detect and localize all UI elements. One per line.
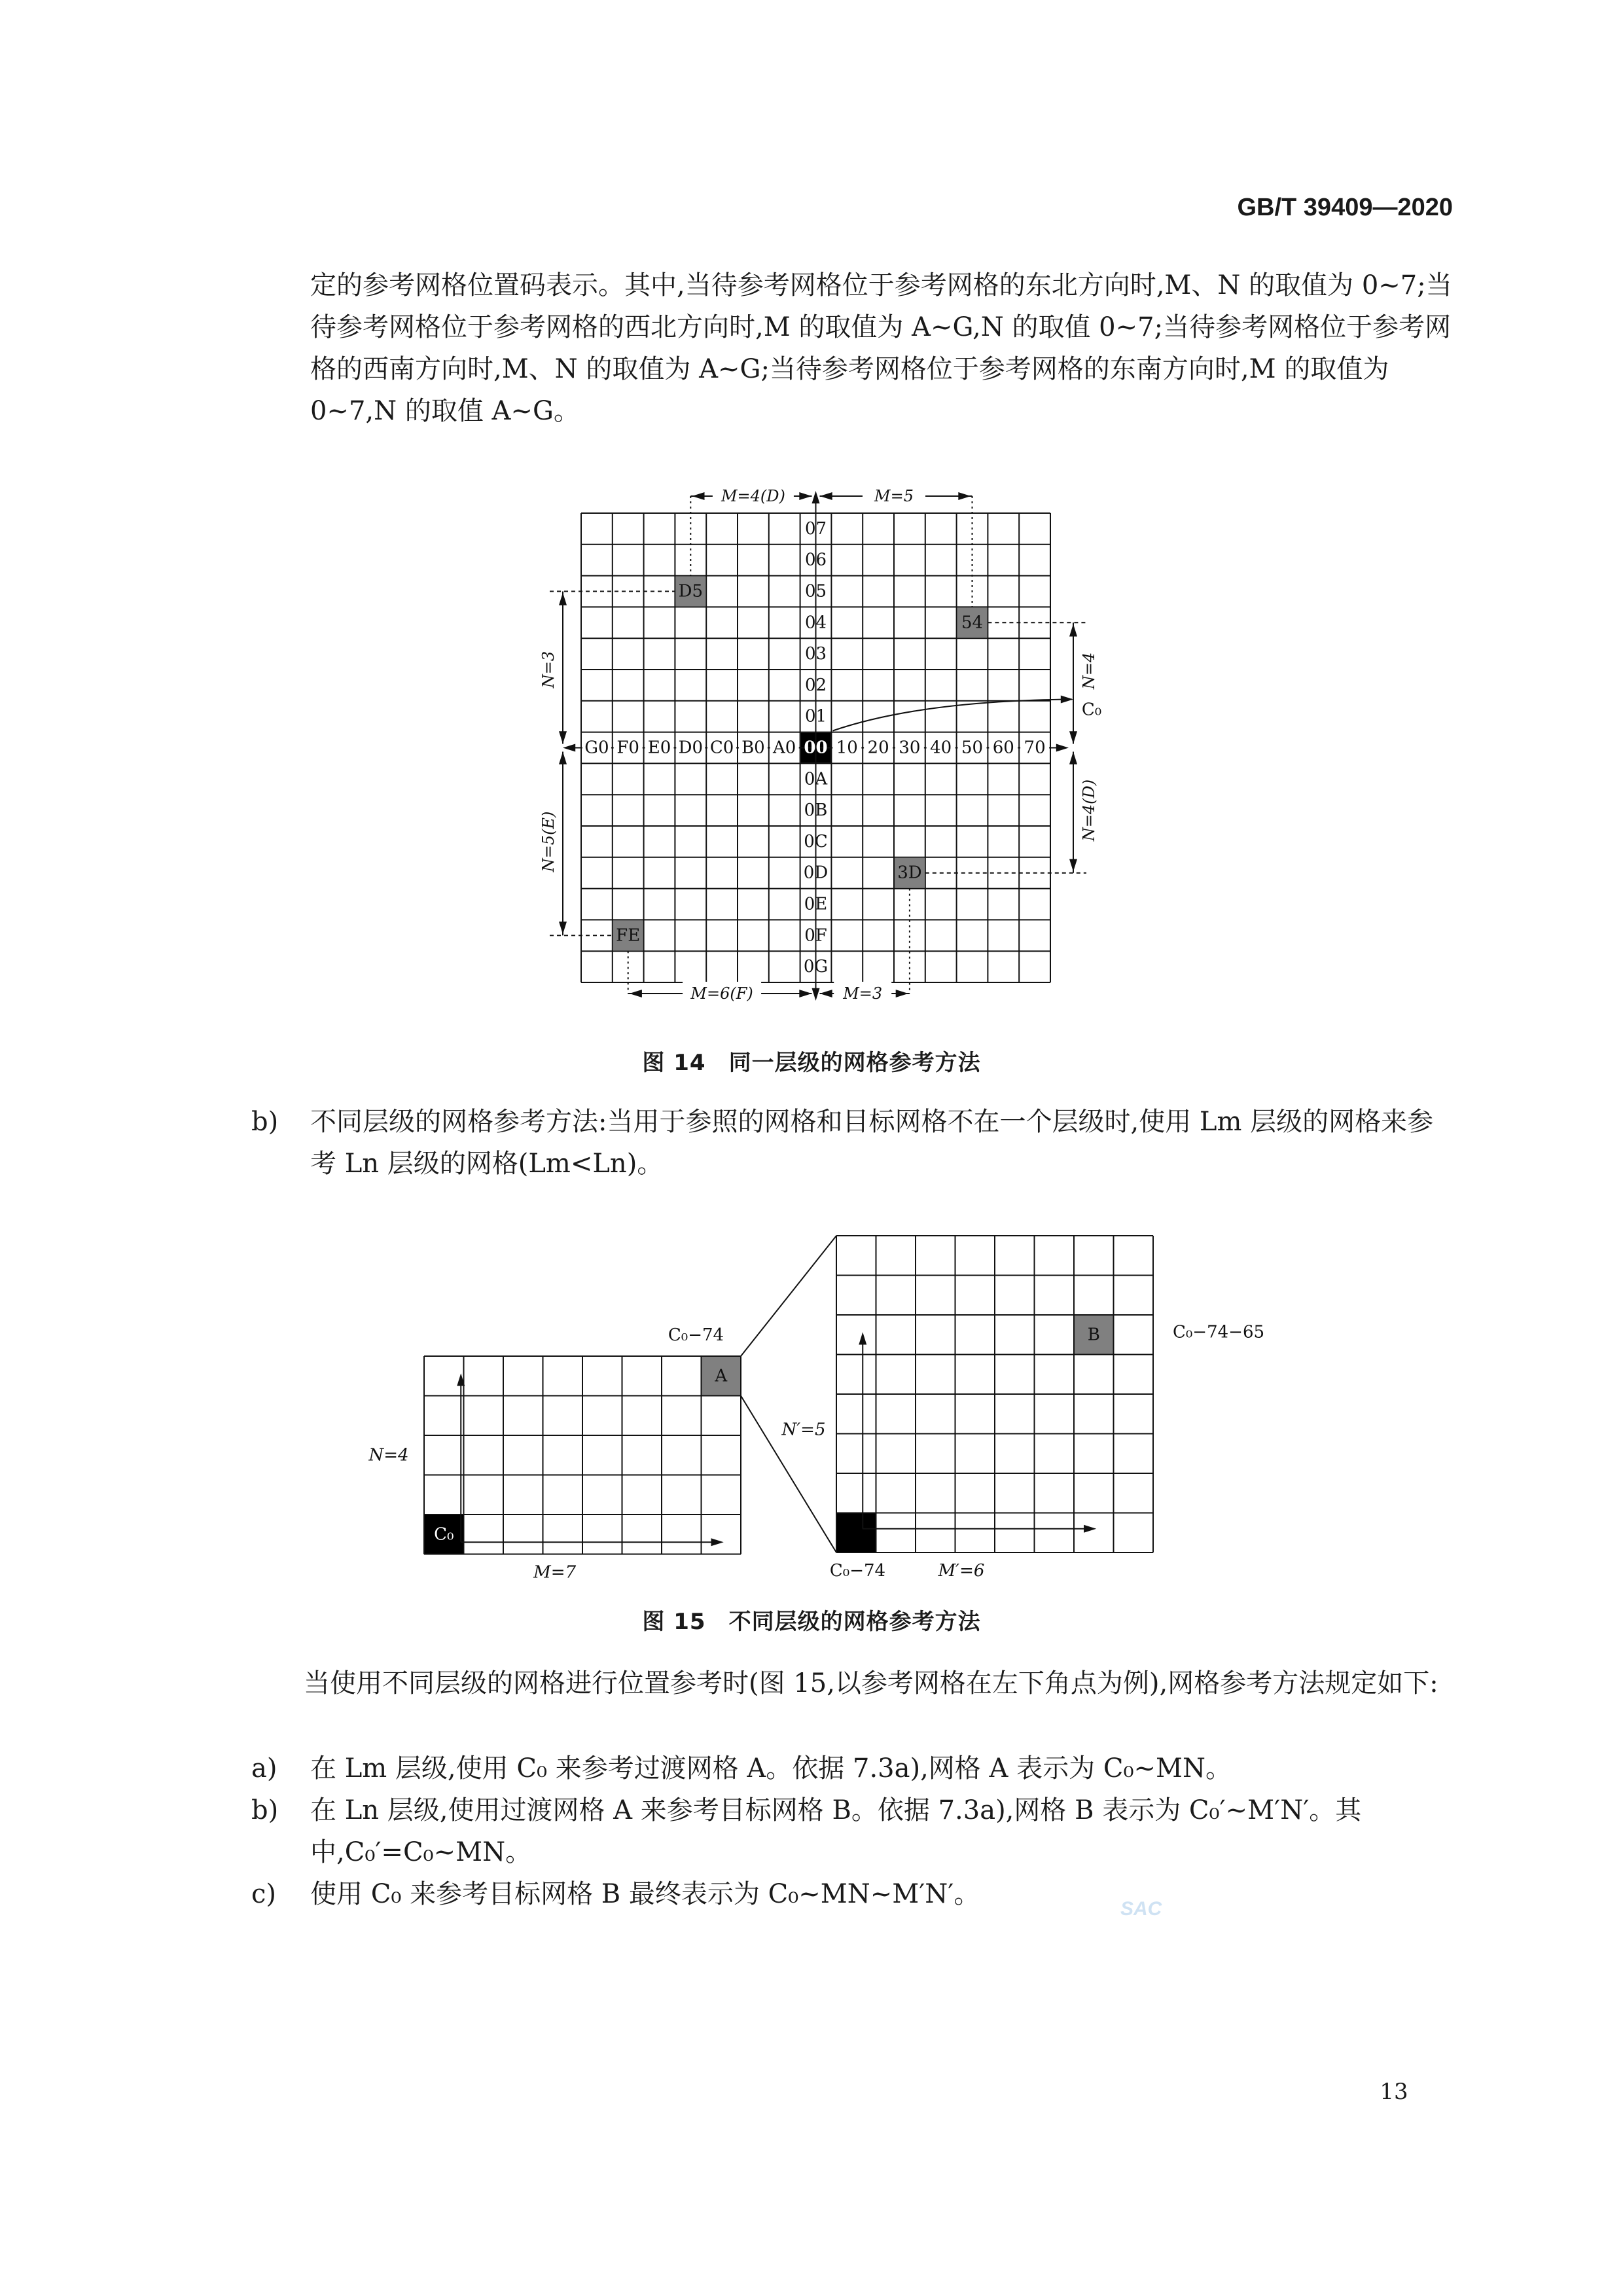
y-axis-label: 0D xyxy=(803,863,829,883)
y-axis-label: 0E xyxy=(804,894,828,914)
arrow-head xyxy=(1069,859,1077,872)
grid-cell-label: 3D xyxy=(897,863,922,883)
y-axis-label: 04 xyxy=(804,613,827,633)
arrow-head xyxy=(820,990,832,997)
x-axis-label: 70 xyxy=(1024,738,1046,758)
x-axis-label: 40 xyxy=(930,738,952,758)
step-text: 使用 C₀ 来参考目标网格 B 最终表示为 C₀~MN~M′N′。 xyxy=(310,1879,980,1909)
x-axis-label: 30 xyxy=(899,738,921,758)
step-text: 在 Ln 层级,使用过渡网格 A 来参考目标网格 B。依据 7.3a),网格 B 表示为 C₀′~M′N′。其中,C₀′=C₀~MN。 xyxy=(310,1795,1362,1867)
grid-cell-label: 54 xyxy=(961,613,984,633)
dim-label-top-right: M=5 xyxy=(874,487,914,505)
arrow-head xyxy=(630,990,642,997)
paragraph-rules: 当使用不同层级的网格进行位置参考时(图 15,以参考网格在左下角点为例),网格参考方法规定如下: xyxy=(304,1668,1438,1698)
arrow-head xyxy=(1069,752,1077,764)
y-axis-label: 02 xyxy=(804,675,827,695)
arrow-head xyxy=(692,492,704,500)
arrow-head xyxy=(559,731,567,744)
zoom-connector-top xyxy=(741,1236,836,1356)
y-axis-label: 0F xyxy=(804,925,827,946)
arrow-head xyxy=(820,492,832,500)
x-axis-label: F0 xyxy=(616,738,639,758)
right-origin-code: C₀−74 xyxy=(829,1561,886,1581)
arrow-head xyxy=(1084,1525,1096,1533)
x-axis-arrow-right xyxy=(1056,744,1069,752)
zoom-connector-bottom xyxy=(741,1396,836,1553)
y-axis-label: 0B xyxy=(804,800,828,821)
dim-label-bottom-right: M=3 xyxy=(843,984,883,1003)
y-axis-label: 01 xyxy=(804,706,827,726)
cell-b-code: C₀−74−65 xyxy=(1172,1322,1265,1342)
y-axis-label: 0G xyxy=(803,957,829,977)
arrow-head xyxy=(559,752,567,764)
y-axis-label: 06 xyxy=(804,550,827,570)
arrow-head xyxy=(1069,731,1077,744)
right-n-label: N′=5 xyxy=(781,1420,826,1440)
page-number: 13 xyxy=(1380,2079,1408,2105)
figure-14-caption: 图 14 同一层级的网格参考方法 xyxy=(642,1050,981,1076)
step-item xyxy=(251,1789,1455,1873)
dim-label-right-bottom: N=4(D) xyxy=(1080,779,1098,842)
x-axis-label: 50 xyxy=(961,738,984,758)
paragraph-intro: 定的参考网格位置码表示。其中,当待参考网格位于参考网格的东北方向时,M、N 的取值为 0~7;当待参考网格位于参考网格的西北方向时,M 的取值为 A~G,N 的取值 0~7;当待参考网格位于参考网格的西南方向时,M、N 的取值为 A~G;当待参考网格位于参考网格的东南方向时,M 的取值为 0~7,N 的取值 A~G。 xyxy=(310,270,1452,426)
list-label: b) xyxy=(251,1107,279,1137)
y-axis-label: 03 xyxy=(804,644,827,664)
dim-label-bottom-left: M=6(F) xyxy=(690,984,753,1003)
x-axis-label: 10 xyxy=(836,738,858,758)
arrow-head xyxy=(799,492,812,500)
dim-label-top-left: M=4(D) xyxy=(721,487,785,505)
list-text: 不同层级的网格参考方法:当用于参照的网格和目标网格不在一个层级时,使用 Lm 层级的网格来参考 Ln 层级的网格(Lm<Ln)。 xyxy=(310,1107,1434,1179)
x-axis-label: G0 xyxy=(584,738,609,758)
figure-15-caption: 图 15 不同层级的网格参考方法 xyxy=(642,1609,981,1635)
cell-a-label: A xyxy=(715,1366,728,1386)
cell-a-code: C₀−74 xyxy=(668,1325,724,1345)
step-label: b) xyxy=(251,1795,279,1825)
standard-number: GB/T 39409—2020 xyxy=(1237,194,1453,221)
right-m-label: M′=6 xyxy=(938,1561,985,1581)
dim-label-right-top: N=4 xyxy=(1080,652,1098,690)
right-origin-cell xyxy=(837,1514,876,1552)
step-text: 在 Lm 层级,使用 C₀ 来参考过渡网格 A。依据 7.3a),网格 A 表示为 C₀~MN。 xyxy=(310,1753,1232,1784)
step-item xyxy=(251,1873,1455,1915)
sac-watermark-logo: SAC xyxy=(1120,1898,1162,1920)
y-axis-label: 07 xyxy=(804,518,827,539)
dim-label-left-bottom: N=5(E) xyxy=(539,811,558,872)
x-axis-label: 60 xyxy=(992,738,1014,758)
origin-label: 00 xyxy=(804,738,828,758)
arrow-head xyxy=(958,492,971,500)
left-n-label: N=4 xyxy=(368,1445,409,1465)
arrow-head xyxy=(1069,624,1077,636)
y-axis-arrow-down xyxy=(812,988,820,1001)
c0-leader-arrow xyxy=(1061,696,1073,704)
list-item-b xyxy=(251,1101,1455,1185)
step-item xyxy=(251,1748,1455,1789)
y-axis-arrow-up xyxy=(812,491,820,503)
left-m-label: M=7 xyxy=(533,1562,577,1583)
grid-cell-label: FE xyxy=(616,925,641,946)
c0-label: C₀ xyxy=(1081,700,1102,720)
arrow-head xyxy=(859,1332,866,1344)
x-axis-label: 20 xyxy=(867,738,889,758)
x-axis-label: E0 xyxy=(647,738,671,758)
x-axis-arrow-left xyxy=(563,744,575,752)
arrow-head xyxy=(559,593,567,605)
x-axis-label: B0 xyxy=(741,738,765,758)
x-axis-label: C0 xyxy=(709,738,734,758)
step-label: a) xyxy=(251,1753,277,1784)
y-axis-label: 0A xyxy=(804,769,828,789)
dim-label-left-top: N=3 xyxy=(539,651,558,689)
arrow-head xyxy=(711,1538,724,1546)
arrow-head xyxy=(559,922,567,934)
y-axis-label: 0C xyxy=(804,831,828,852)
x-axis-label: D0 xyxy=(678,738,703,758)
left-origin-label: C₀ xyxy=(434,1524,454,1545)
arrow-head xyxy=(896,990,908,997)
grid-cell-label: D5 xyxy=(678,581,703,601)
cell-b-label: B xyxy=(1087,1325,1100,1345)
arrow-head xyxy=(799,990,812,997)
x-axis-label: A0 xyxy=(773,738,796,758)
steps-list xyxy=(251,1748,1455,1915)
step-label: c) xyxy=(251,1879,277,1909)
c0-leader xyxy=(833,700,1073,731)
y-axis-label: 05 xyxy=(804,581,827,601)
